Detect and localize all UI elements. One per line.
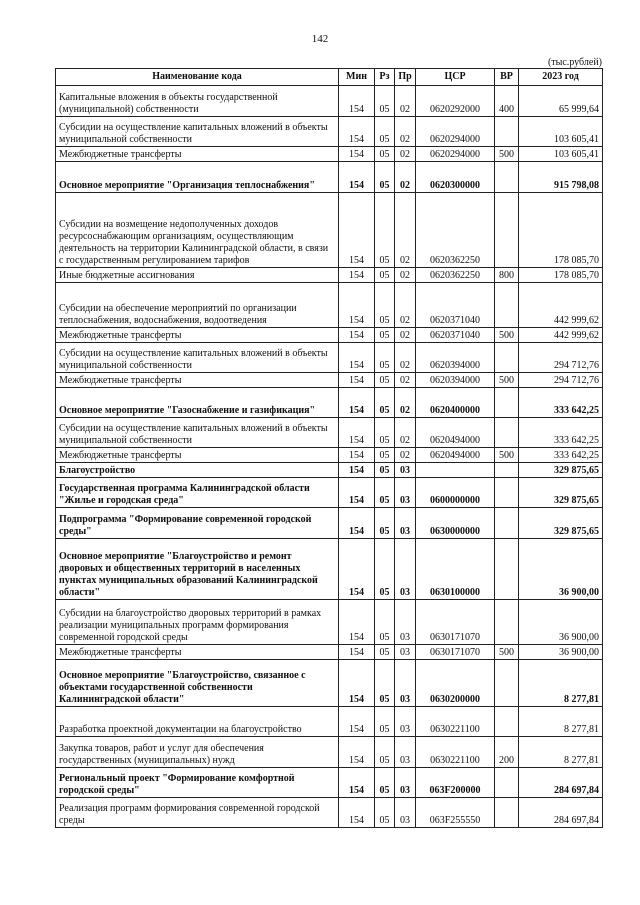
cell-amount: 284 697,84 [519, 768, 603, 798]
table-row [56, 373, 603, 388]
cell-amount: 103 605,41 [519, 117, 603, 147]
cell-rz: 05 [375, 448, 395, 463]
cell-vr [495, 418, 519, 448]
cell-min: 154 [339, 463, 375, 478]
cell-rz: 05 [375, 737, 395, 768]
cell-min: 154 [339, 707, 375, 737]
cell-csr: 0620371040 [416, 283, 495, 328]
cell-min: 154 [339, 373, 375, 388]
header-amount: 2023 год [519, 69, 603, 86]
cell-name: Благоустройство [56, 463, 339, 478]
cell-pr: 03 [395, 798, 416, 828]
cell-amount: 294 712,76 [519, 343, 603, 373]
cell-rz: 05 [375, 539, 395, 600]
cell-name: Государственная программа Калининградской области "Жилье и городская среда" [56, 478, 339, 508]
cell-name: Региональный проект "Формирование комфортной городской среды" [56, 768, 339, 798]
cell-amount: 333 642,25 [519, 448, 603, 463]
cell-amount: 36 900,00 [519, 645, 603, 660]
cell-pr: 03 [395, 707, 416, 737]
cell-min: 154 [339, 660, 375, 707]
cell-csr: 0630171070 [416, 600, 495, 645]
table-row [56, 707, 603, 737]
cell-rz: 05 [375, 193, 395, 268]
cell-rz: 05 [375, 147, 395, 162]
cell-name: Основное мероприятие "Газоснабжение и газификация" [56, 388, 339, 418]
table-row [56, 508, 603, 539]
cell-rz: 05 [375, 343, 395, 373]
cell-csr: 0630221100 [416, 707, 495, 737]
cell-name: Субсидии на осуществление капитальных вложений в объекты муниципальной собственности [56, 343, 339, 373]
cell-amount: 915 798,08 [519, 162, 603, 193]
cell-name: Межбюджетные трансферты [56, 448, 339, 463]
cell-vr [495, 508, 519, 539]
header-vr: ВР [495, 69, 519, 86]
cell-amount: 8 277,81 [519, 737, 603, 768]
cell-csr: 0620400000 [416, 388, 495, 418]
cell-amount: 8 277,81 [519, 660, 603, 707]
cell-rz: 05 [375, 268, 395, 283]
header-pr: Пр [395, 69, 416, 86]
table-row [56, 343, 603, 373]
cell-pr: 02 [395, 86, 416, 117]
cell-name: Основное мероприятие "Организация теплоснабжения" [56, 162, 339, 193]
cell-pr: 03 [395, 539, 416, 600]
cell-csr: 0630221100 [416, 737, 495, 768]
cell-rz: 05 [375, 86, 395, 117]
cell-min: 154 [339, 283, 375, 328]
table-row [56, 86, 603, 117]
cell-min: 154 [339, 768, 375, 798]
cell-min: 154 [339, 737, 375, 768]
cell-csr: 063F200000 [416, 768, 495, 798]
cell-min: 154 [339, 162, 375, 193]
cell-vr [495, 343, 519, 373]
table-row [56, 463, 603, 478]
cell-name: Основное мероприятие "Благоустройство и ремонт дворовых и общественных территорий в населенных пунктах муниципальных образований Калининградской области" [56, 539, 339, 600]
cell-name: Межбюджетные трансферты [56, 373, 339, 388]
table-row [56, 448, 603, 463]
cell-name: Закупка товаров, работ и услуг для обеспечения государственных (муниципальных) нужд [56, 737, 339, 768]
cell-min: 154 [339, 388, 375, 418]
cell-amount: 329 875,65 [519, 463, 603, 478]
cell-rz: 05 [375, 478, 395, 508]
cell-rz: 05 [375, 660, 395, 707]
cell-rz: 05 [375, 798, 395, 828]
cell-vr [495, 798, 519, 828]
cell-min: 154 [339, 478, 375, 508]
cell-pr: 02 [395, 162, 416, 193]
header-row [56, 69, 603, 86]
cell-name: Капитальные вложения в объекты государственной (муниципальной) собственности [56, 86, 339, 117]
header-csr: ЦСР [416, 69, 495, 86]
cell-csr: 0620362250 [416, 268, 495, 283]
cell-name: Межбюджетные трансферты [56, 645, 339, 660]
cell-rz: 05 [375, 768, 395, 798]
table-row [56, 539, 603, 600]
cell-vr: 500 [495, 147, 519, 162]
cell-rz: 05 [375, 373, 395, 388]
cell-min: 154 [339, 147, 375, 162]
cell-name: Подпрограмма "Формирование современной городской среды" [56, 508, 339, 539]
cell-csr: 0630100000 [416, 539, 495, 600]
table-row [56, 645, 603, 660]
page-number: 142 [311, 33, 329, 45]
cell-rz: 05 [375, 388, 395, 418]
cell-csr: 0620494000 [416, 418, 495, 448]
cell-name: Разработка проектной документации на благоустройство [56, 707, 339, 737]
cell-name: Субсидии на обеспечение мероприятий по организации теплоснабжения, водоснабжения, водоотведения [56, 283, 339, 328]
budget-table [55, 68, 603, 828]
cell-vr [495, 117, 519, 147]
cell-vr [495, 600, 519, 645]
cell-pr: 02 [395, 373, 416, 388]
cell-vr [495, 283, 519, 328]
cell-amount: 103 605,41 [519, 147, 603, 162]
cell-csr: 0620362250 [416, 193, 495, 268]
cell-csr: 0620294000 [416, 147, 495, 162]
cell-csr: 0630000000 [416, 508, 495, 539]
cell-name: Основное мероприятие "Благоустройство, связанное с объектами государственной собственности Калининградской области" [56, 660, 339, 707]
cell-min: 154 [339, 343, 375, 373]
header-min: Мин [339, 69, 375, 86]
table-row [56, 162, 603, 193]
cell-pr: 02 [395, 388, 416, 418]
table-row [56, 147, 603, 162]
cell-vr: 500 [495, 448, 519, 463]
table-row [56, 418, 603, 448]
cell-amount: 329 875,65 [519, 508, 603, 539]
cell-name: Иные бюджетные ассигнования [56, 268, 339, 283]
cell-pr: 02 [395, 117, 416, 147]
cell-min: 154 [339, 508, 375, 539]
cell-min: 154 [339, 418, 375, 448]
cell-min: 154 [339, 600, 375, 645]
cell-amount: 442 999,62 [519, 328, 603, 343]
cell-amount: 333 642,25 [519, 388, 603, 418]
cell-min: 154 [339, 798, 375, 828]
header-rz: Рз [375, 69, 395, 86]
cell-rz: 05 [375, 283, 395, 328]
cell-vr [495, 539, 519, 600]
cell-rz: 05 [375, 117, 395, 147]
cell-min: 154 [339, 539, 375, 600]
cell-vr [495, 660, 519, 707]
cell-pr: 02 [395, 343, 416, 373]
table-body [56, 86, 603, 828]
cell-pr: 02 [395, 193, 416, 268]
cell-vr: 500 [495, 645, 519, 660]
cell-min: 154 [339, 448, 375, 463]
cell-min: 154 [339, 117, 375, 147]
cell-csr: 0620371040 [416, 328, 495, 343]
cell-name: Реализация программ формирования современной городской среды [56, 798, 339, 828]
cell-vr [495, 768, 519, 798]
cell-amount: 442 999,62 [519, 283, 603, 328]
cell-min: 154 [339, 268, 375, 283]
cell-pr: 02 [395, 268, 416, 283]
cell-csr: 0620292000 [416, 86, 495, 117]
cell-pr: 02 [395, 328, 416, 343]
cell-vr [495, 193, 519, 268]
table-row [56, 328, 603, 343]
cell-pr: 02 [395, 418, 416, 448]
cell-amount: 65 999,64 [519, 86, 603, 117]
cell-vr: 200 [495, 737, 519, 768]
cell-vr [495, 388, 519, 418]
cell-pr: 03 [395, 645, 416, 660]
cell-rz: 05 [375, 162, 395, 193]
table-row [56, 478, 603, 508]
cell-name: Субсидии на осуществление капитальных вложений в объекты муниципальной собственности [56, 117, 339, 147]
table-row [56, 388, 603, 418]
table-row [56, 268, 603, 283]
cell-pr: 02 [395, 147, 416, 162]
cell-pr: 03 [395, 768, 416, 798]
cell-amount: 284 697,84 [519, 798, 603, 828]
table-row [56, 660, 603, 707]
header-name: Наименование кода [56, 69, 339, 86]
cell-csr: 0620494000 [416, 448, 495, 463]
table-row [56, 768, 603, 798]
cell-csr: 0620300000 [416, 162, 495, 193]
cell-amount: 333 642,25 [519, 418, 603, 448]
cell-name: Субсидии на благоустройство дворовых территорий в рамках реализации муниципальных программ формирования современной городской среды [56, 600, 339, 645]
cell-vr [495, 463, 519, 478]
cell-rz: 05 [375, 645, 395, 660]
table-row [56, 193, 603, 268]
cell-rz: 05 [375, 707, 395, 737]
cell-pr: 03 [395, 660, 416, 707]
cell-name: Межбюджетные трансферты [56, 328, 339, 343]
cell-amount: 36 900,00 [519, 539, 603, 600]
cell-name: Субсидии на возмещение недополученных доходов ресурсоснабжающим организациям, осуществляющим деятельность на территории Калининградской области, в связи с государственным регулированием тарифов [56, 193, 339, 268]
table-row [56, 798, 603, 828]
cell-vr [495, 707, 519, 737]
cell-pr: 03 [395, 463, 416, 478]
cell-csr: 0600000000 [416, 478, 495, 508]
cell-pr: 03 [395, 737, 416, 768]
cell-min: 154 [339, 645, 375, 660]
cell-vr: 500 [495, 328, 519, 343]
cell-vr [495, 478, 519, 508]
cell-pr: 02 [395, 448, 416, 463]
cell-min: 154 [339, 86, 375, 117]
cell-min: 154 [339, 193, 375, 268]
cell-vr: 400 [495, 86, 519, 117]
cell-csr: 0620394000 [416, 343, 495, 373]
table-row [56, 117, 603, 147]
cell-pr: 03 [395, 478, 416, 508]
table-row [56, 737, 603, 768]
cell-min: 154 [339, 328, 375, 343]
cell-csr [416, 463, 495, 478]
cell-csr: 0620294000 [416, 117, 495, 147]
cell-rz: 05 [375, 328, 395, 343]
cell-pr: 03 [395, 508, 416, 539]
cell-amount: 329 875,65 [519, 478, 603, 508]
cell-csr: 0630200000 [416, 660, 495, 707]
cell-amount: 8 277,81 [519, 707, 603, 737]
cell-rz: 05 [375, 463, 395, 478]
cell-rz: 05 [375, 508, 395, 539]
cell-vr: 800 [495, 268, 519, 283]
table-row [56, 283, 603, 328]
cell-csr: 063F255550 [416, 798, 495, 828]
cell-csr: 0620394000 [416, 373, 495, 388]
cell-rz: 05 [375, 418, 395, 448]
cell-name: Межбюджетные трансферты [56, 147, 339, 162]
cell-pr: 02 [395, 283, 416, 328]
cell-rz: 05 [375, 600, 395, 645]
cell-amount: 178 085,70 [519, 268, 603, 283]
cell-amount: 178 085,70 [519, 193, 603, 268]
table-row [56, 600, 603, 645]
cell-vr: 500 [495, 373, 519, 388]
cell-amount: 36 900,00 [519, 600, 603, 645]
cell-name: Субсидии на осуществление капитальных вложений в объекты муниципальной собственности [56, 418, 339, 448]
cell-csr: 0630171070 [416, 645, 495, 660]
cell-vr [495, 162, 519, 193]
cell-amount: 294 712,76 [519, 373, 603, 388]
cell-pr: 03 [395, 600, 416, 645]
units-note: (тыс.рублей) [547, 57, 602, 68]
